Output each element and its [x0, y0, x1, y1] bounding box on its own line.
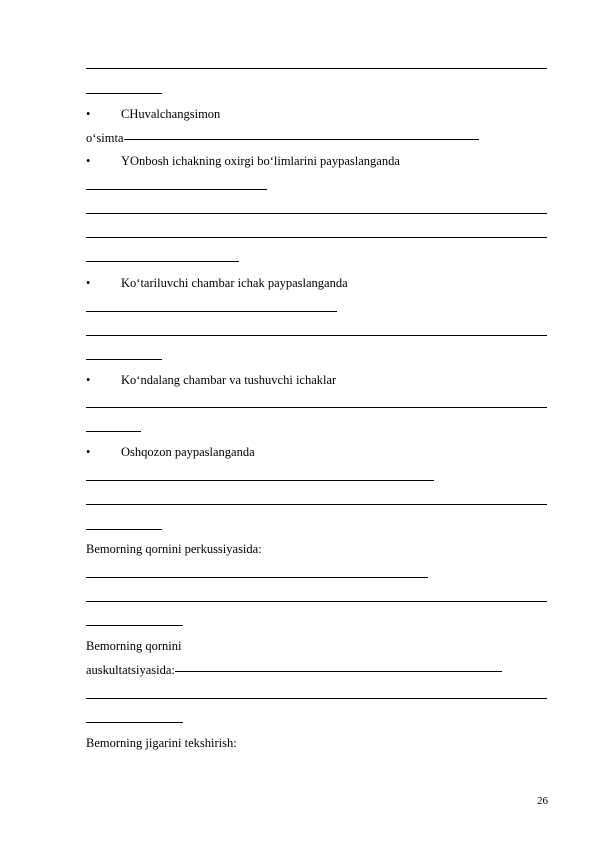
answer-line[interactable] [86, 625, 183, 626]
answer-line[interactable] [86, 504, 547, 505]
item-text: o‘simta [86, 131, 124, 145]
answer-line[interactable] [86, 213, 547, 214]
answer-line[interactable] [86, 311, 337, 312]
item-label: YOnbosh ichakning oxirgi bo‘limlarini paypaslanganda [121, 154, 400, 168]
answer-line[interactable] [175, 671, 502, 672]
answer-line[interactable] [86, 577, 428, 578]
answer-line[interactable] [86, 480, 434, 481]
item-label [86, 130, 479, 146]
bullet: • [86, 373, 91, 387]
answer-line[interactable] [86, 93, 162, 94]
item-label: Ko‘ndalang chambar va tushuvchi ichaklar [121, 373, 337, 387]
section-heading: Bemorning qornini [86, 639, 182, 653]
answer-line[interactable] [86, 407, 547, 408]
answer-line[interactable] [86, 431, 141, 432]
section-heading: Bemorning qornini perkussiyasida: [86, 542, 262, 556]
page-number: 26 [537, 795, 548, 807]
bullet: • [86, 276, 91, 290]
item-label: Ko‘tariluvchi chambar ichak paypaslanganda [121, 276, 348, 290]
section-heading: Bemorning jigarini tekshirish: [86, 736, 237, 750]
answer-line[interactable] [86, 335, 547, 336]
answer-line[interactable] [86, 698, 547, 699]
item-label: CHuvalchangsimon [121, 107, 221, 121]
item-label: Oshqozon paypaslanganda [121, 445, 255, 459]
answer-line[interactable] [86, 68, 547, 69]
section-heading-text: auskultatsiyasida: [86, 663, 175, 677]
bullet: • [86, 445, 91, 459]
answer-line[interactable] [86, 189, 267, 190]
bullet: • [86, 154, 91, 168]
answer-line[interactable] [86, 722, 183, 723]
answer-line[interactable] [124, 139, 479, 140]
answer-line[interactable] [86, 359, 162, 360]
answer-line[interactable] [86, 261, 239, 262]
bullet: • [86, 107, 91, 121]
section-heading [86, 662, 502, 678]
answer-line[interactable] [86, 237, 547, 238]
answer-line[interactable] [86, 529, 162, 530]
answer-line[interactable] [86, 601, 547, 602]
